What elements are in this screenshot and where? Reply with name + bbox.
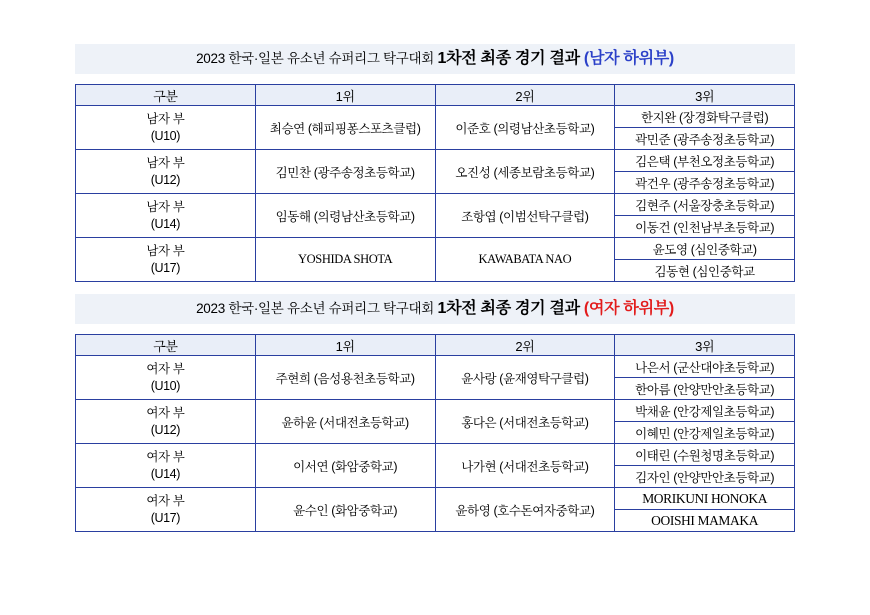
cell-division [76, 106, 256, 150]
cell-first-place: YOSHIDA SHOTA [255, 238, 435, 282]
section-men-lower-division [75, 44, 795, 282]
cell-third-place: 이태린 (수원청명초등학교) [615, 444, 795, 466]
cell-division [76, 238, 256, 282]
division-line2: (U14) [150, 216, 180, 231]
cell-division [76, 150, 256, 194]
cell-third-place: OOISHI MAMAKA [615, 510, 795, 532]
header-first-place: 1위 [255, 335, 435, 356]
table-header-row [76, 335, 795, 356]
division-line1: 남자 부 [146, 199, 185, 214]
division-line2: (U12) [150, 422, 180, 437]
cell-second-place: 나가현 (서대전초등학교) [435, 444, 615, 488]
table-row [76, 106, 795, 128]
section-women-lower-division [75, 294, 795, 532]
cell-third-place: 김현주 (서울장충초등학교) [615, 194, 795, 216]
cell-first-place: 주현희 (음성용천초등학교) [255, 356, 435, 400]
cell-division [76, 488, 256, 532]
division-line1: 여자 부 [146, 361, 185, 376]
cell-first-place: 임동해 (의령남산초등학교) [255, 194, 435, 238]
cell-third-place: 한지완 (장경화탁구클럽) [615, 106, 795, 128]
cell-first-place: 이서연 (화암중학교) [255, 444, 435, 488]
division-line2: (U12) [150, 172, 180, 187]
table-row [76, 238, 795, 260]
header-first-place: 1위 [255, 85, 435, 106]
division-line1: 여자 부 [146, 493, 185, 508]
cell-second-place: 이준호 (의령남산초등학교) [435, 106, 615, 150]
cell-second-place: 윤하영 (호수돈여자중학교) [435, 488, 615, 532]
cell-second-place: 조항엽 (이범선탁구클럽) [435, 194, 615, 238]
cell-third-place: 윤도영 (심인중학교) [615, 238, 795, 260]
cell-third-place: 이혜민 (안강제일초등학교) [615, 422, 795, 444]
title-main-text: 2023 한국·일본 유소년 슈퍼리그 탁구대회 [196, 301, 438, 316]
table-row [76, 194, 795, 216]
cell-first-place: 최승연 (해피핑퐁스포츠클럽) [255, 106, 435, 150]
table-row [76, 400, 795, 422]
title-main-text: 2023 한국·일본 유소년 슈퍼리그 탁구대회 [196, 51, 438, 66]
division-line2: (U17) [150, 510, 180, 525]
division-line2: (U10) [150, 378, 180, 393]
cell-third-place: 이동건 (인천남부초등학교) [615, 216, 795, 238]
division-line1: 남자 부 [146, 111, 185, 126]
section-title-men [75, 44, 795, 74]
table-row [76, 150, 795, 172]
division-line2: (U17) [150, 260, 180, 275]
cell-division [76, 356, 256, 400]
cell-third-place: MORIKUNI HONOKA [615, 488, 795, 510]
results-table-women [75, 334, 795, 532]
cell-third-place: 박채윤 (안강제일초등학교) [615, 400, 795, 422]
title-strong-text: 1차전 최종 경기 결과 [437, 50, 584, 67]
cell-second-place: 오진성 (세종보람초등학교) [435, 150, 615, 194]
cell-third-place: 김동현 (심인중학교 [615, 260, 795, 282]
cell-division [76, 194, 256, 238]
division-line1: 여자 부 [146, 405, 185, 420]
cell-second-place: KAWABATA NAO [435, 238, 615, 282]
title-suffix-text: (남자 하위부) [583, 50, 674, 67]
table-row [76, 356, 795, 378]
section-title-women [75, 294, 795, 324]
division-line1: 남자 부 [146, 155, 185, 170]
cell-third-place: 김은택 (부천오정초등학교) [615, 150, 795, 172]
title-suffix-text: (여자 하위부) [583, 300, 674, 317]
table-row [76, 444, 795, 466]
cell-third-place: 나은서 (군산대야초등학교) [615, 356, 795, 378]
cell-third-place: 김자인 (안양만안초등학교) [615, 466, 795, 488]
division-line2: (U14) [150, 466, 180, 481]
division-line2: (U10) [150, 128, 180, 143]
table-row [76, 488, 795, 510]
division-line1: 여자 부 [146, 449, 185, 464]
cell-third-place: 곽건우 (광주송정초등학교) [615, 172, 795, 194]
header-second-place: 2위 [435, 335, 615, 356]
cell-first-place: 윤수인 (화암중학교) [255, 488, 435, 532]
header-division: 구분 [76, 85, 256, 106]
results-table-men [75, 84, 795, 282]
cell-third-place: 곽민준 (광주송정초등학교) [615, 128, 795, 150]
cell-second-place: 홍다은 (서대전초등학교) [435, 400, 615, 444]
cell-division [76, 400, 256, 444]
cell-division [76, 444, 256, 488]
title-strong-text: 1차전 최종 경기 결과 [437, 300, 584, 317]
cell-first-place: 김민찬 (광주송정초등학교) [255, 150, 435, 194]
cell-second-place: 윤사랑 (윤재영탁구클럽) [435, 356, 615, 400]
header-third-place: 3위 [615, 335, 795, 356]
cell-third-place: 한아름 (안양만안초등학교) [615, 378, 795, 400]
cell-first-place: 윤하윤 (서대전초등학교) [255, 400, 435, 444]
header-third-place: 3위 [615, 85, 795, 106]
division-line1: 남자 부 [146, 243, 185, 258]
table-header-row [76, 85, 795, 106]
header-division: 구분 [76, 335, 256, 356]
header-second-place: 2위 [435, 85, 615, 106]
